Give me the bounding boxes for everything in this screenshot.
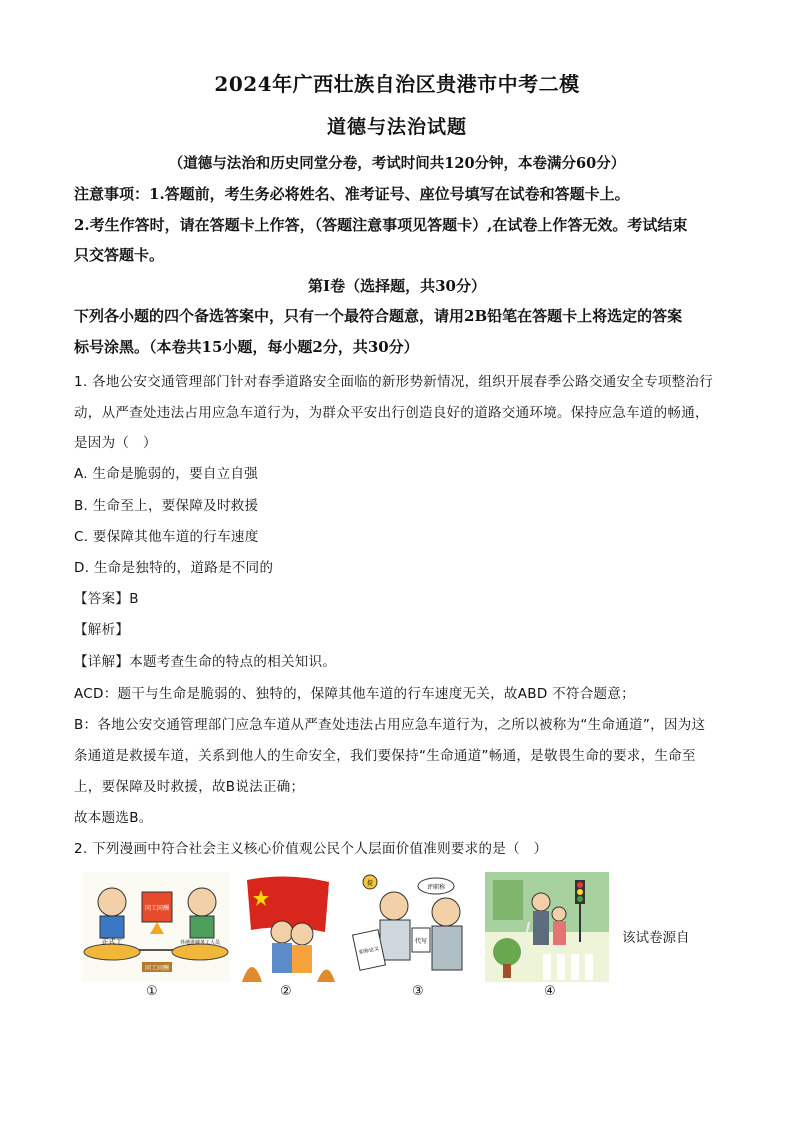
q1-answer: 【答案】B <box>74 591 139 607</box>
exam-title: 2024年广西壮族自治区贵港市中考二模 <box>214 72 580 96</box>
q1-acd-explanation: ACD：题干与生命是脆弱的、独特的，保障其他车道的行车速度无关，故ABD 不符合题意； <box>74 686 635 702</box>
q1-analysis-label: 【解析】 <box>74 622 130 638</box>
notice-2-line-1: 2.考生作答时，请在答题卡上作答，（答题注意事项见答题卡）,在试卷上作答无效。考试结束 <box>74 216 688 234</box>
q2-stem: 2. 下列漫画中符合社会主义核心价值观公民个人层面价值准则要求的是（ ） <box>74 841 548 857</box>
q1-b-explanation-2: 条通道是救援车道，关系到他人的生命安全，我们要保持“生命通道”畅通，是敬畏生命的要求，生命至 <box>74 748 696 764</box>
watermark-source-note: 该试卷源自 <box>622 930 690 946</box>
cartoon-caption-4: ④ <box>544 984 556 999</box>
cartoon1-center-label: 同工同酬 <box>144 905 170 912</box>
cartoon1-left-label: 正式工 <box>101 938 123 946</box>
cartoon3-bubble: 评职称 <box>426 884 446 891</box>
q1-conclusion: 故本题选B。 <box>74 810 153 826</box>
exam-note: （道德与法治和历史同堂分卷，考试时间共120分钟，本卷满分60分） <box>168 155 626 172</box>
q1-stem-line-3: 是因为（ ） <box>74 435 157 451</box>
cartoon-caption-1: ① <box>146 984 158 999</box>
q1-stem-line-2: 动，从严查处违法占用应急车道行为，为群众平安出行创造良好的道路交通环境。保持应急车道的畅通， <box>74 405 709 421</box>
cartoon1-right-label: 外地进城务工人员 <box>179 940 221 946</box>
cartoon3-paper: 职称论文 <box>358 945 380 956</box>
cartoon-caption-3: ③ <box>412 984 424 999</box>
instructions-line-1: 下列各小题的四个备选答案中，只有一个最符合题意，请用2B铅笔在答题卡上将选定的答案 <box>74 307 683 325</box>
cartoon-caption-2: ② <box>280 984 292 999</box>
q1-option-d: D. 生命是独特的，道路是不同的 <box>74 560 274 576</box>
q1-option-a: A. 生命是脆弱的，要自立自强 <box>74 466 259 482</box>
cartoon-patriotism <box>237 872 337 982</box>
q1-detail: 【详解】本题考查生命的特点的相关知识。 <box>74 654 337 670</box>
q1-b-explanation-3: 上，要保障及时救援，故B说法正确； <box>74 779 305 795</box>
q1-option-b: B. 生命至上，要保障及时救援 <box>74 498 259 514</box>
notice-2-line-2: 只交答题卡。 <box>74 246 165 264</box>
cartoon3-badge: 提 <box>366 880 374 887</box>
cartoon1-base-label: 同工同酬 <box>144 965 170 972</box>
cartoon-ghostwriting <box>350 872 478 982</box>
q1-b-explanation-1: B：各地公安交通管理部门应急车道从严查处违法占用应急车道行为，之所以被称为“生命通道”，因为这 <box>74 717 706 733</box>
cartoon3-card: 代写 <box>414 938 428 945</box>
instructions-line-2: 标号涂黑。（本卷共15小题，每小题2分，共30分） <box>74 338 419 356</box>
cartoon-helping-blind <box>485 872 609 982</box>
notice-1: 注意事项：1.答题前，考生务必将姓名、准考证号、座位号填写在试卷和答题卡上。 <box>74 185 630 203</box>
cartoon-equal-pay <box>82 872 230 982</box>
q1-option-c: C. 要保障其他车道的行车速度 <box>74 529 259 545</box>
q1-stem-line-1: 1. 各地公安交通管理部门针对春季道路安全面临的新形势新情况，组织开展春季公路交通安全专项整治行 <box>74 374 714 390</box>
section-heading: 第Ⅰ卷（选择题，共30分） <box>308 277 486 295</box>
exam-subtitle: 道德与法治试题 <box>326 116 467 138</box>
